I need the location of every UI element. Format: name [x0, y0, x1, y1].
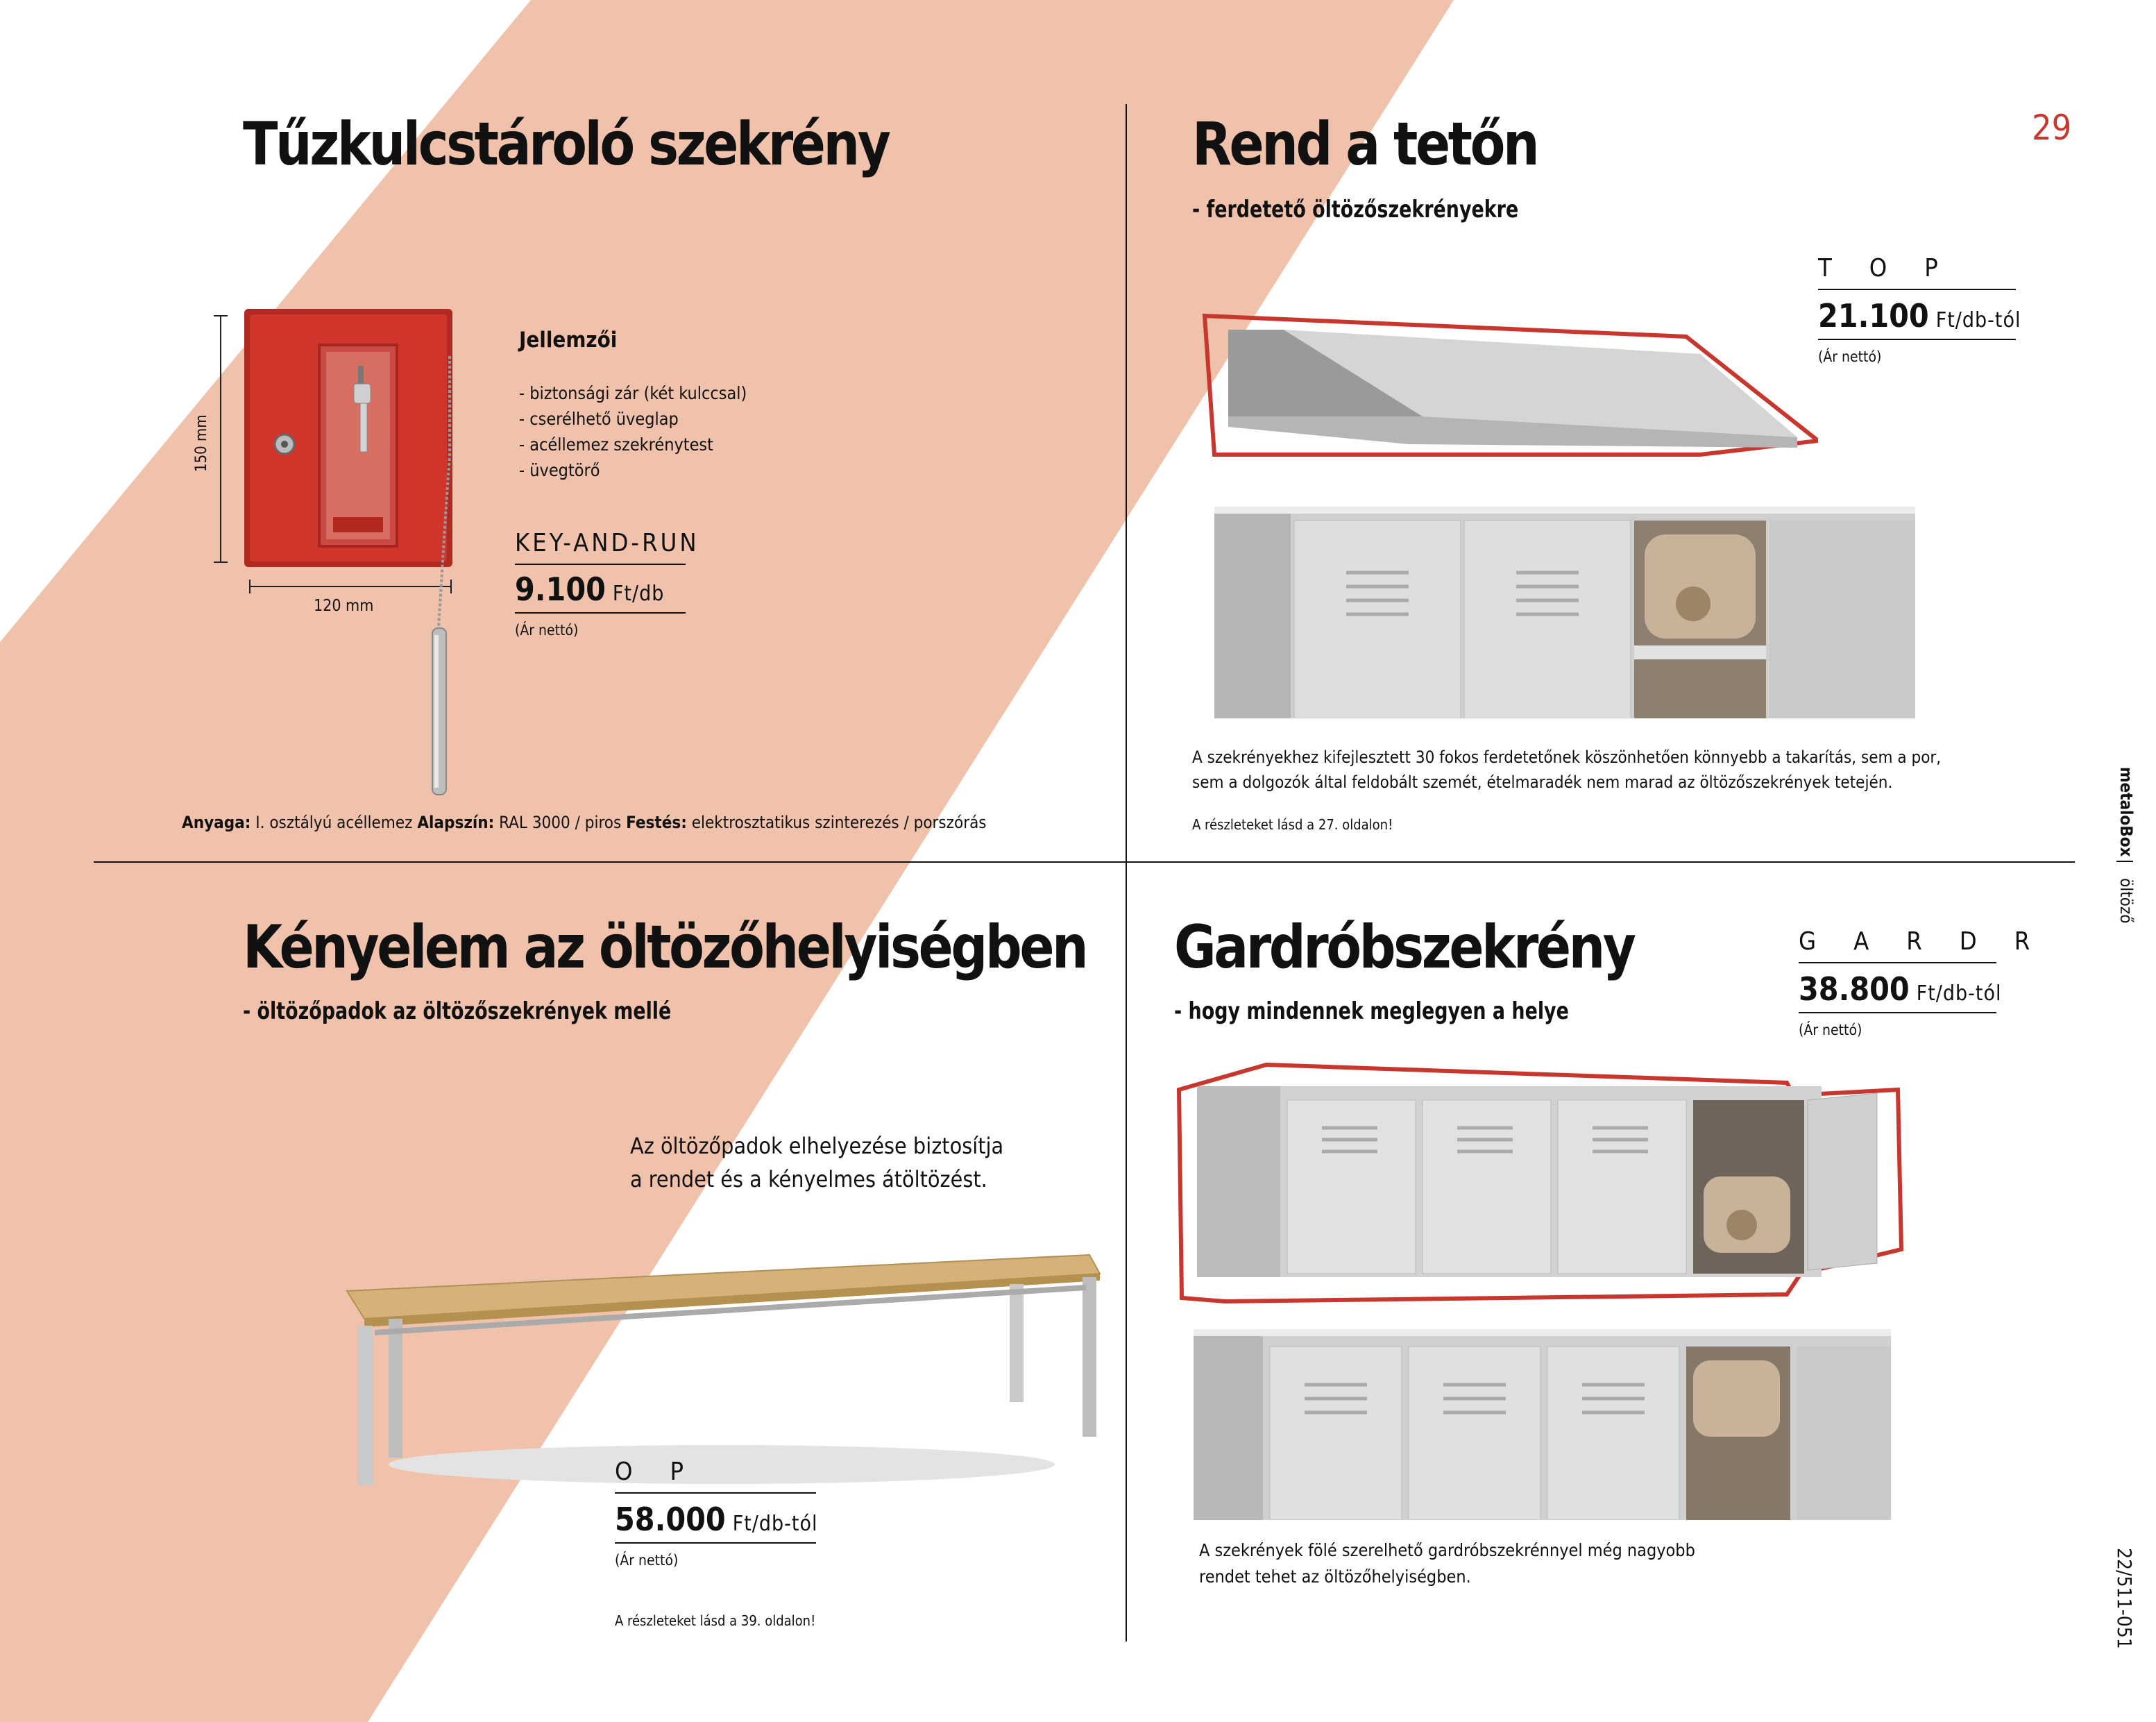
- bench-title: Kényelem az öltözőhelyiségben: [243, 913, 1087, 982]
- feature-item: - biztonsági zár (két kulccsal): [519, 383, 747, 403]
- paint-value: elektrosztatikus szinterezés / porszórás: [691, 813, 987, 832]
- sloped-roof-image: [1200, 309, 1818, 465]
- code-underline: [1799, 962, 1996, 963]
- net-price-note: (Ár nettó): [615, 1552, 679, 1569]
- side-separator: [2116, 861, 2133, 862]
- vertical-divider: [1126, 104, 1127, 1641]
- locker-image: [1214, 507, 1915, 718]
- key-cabinet-title: Tűzkulcstároló szekrény: [243, 110, 889, 179]
- paint-label: Festés:: [626, 813, 687, 832]
- product-code-key-and-run: KEY-AND-RUN: [515, 529, 699, 557]
- price-underline: [615, 1542, 816, 1544]
- features-heading: Jellemzői: [519, 328, 618, 353]
- dim-width-label: 120 mm: [314, 597, 374, 615]
- price-top: [1818, 297, 2021, 335]
- locker-image-lower: [1194, 1329, 1891, 1520]
- features-list: [519, 380, 747, 483]
- code-underline: [515, 564, 686, 565]
- net-price-note: (Ár nettó): [515, 622, 579, 639]
- bench-desc-line1: Az öltözőpadok elhelyezése biztosítja: [630, 1133, 1004, 1159]
- feature-item: - acéllemez szekrénytest: [519, 434, 713, 455]
- bench-desc-line2: a rendet és a kényelmes átöltözést.: [630, 1166, 987, 1192]
- material-value: I. osztályú acéllemez: [255, 813, 413, 832]
- feature-item: - cserélhető üveglap: [519, 409, 679, 429]
- product-code-top: TOP: [1818, 254, 1976, 282]
- color-value: RAL 3000 / piros: [499, 813, 622, 832]
- price-value: 21.100: [1818, 297, 1929, 335]
- price-underline: [1818, 339, 2016, 340]
- price-value: 58.000: [615, 1501, 726, 1538]
- price-unit: Ft/db-tól: [1935, 308, 2021, 332]
- price-unit: Ft/db-tól: [732, 1512, 818, 1536]
- price-key-and-run: [515, 571, 664, 608]
- price-underline: [515, 612, 686, 614]
- roof-reference: A részleteket lásd a 27. oldalon!: [1192, 816, 1393, 833]
- wardrobe-title: Gardróbszekrény: [1174, 913, 1634, 982]
- price-gardr: [1799, 970, 2002, 1008]
- feature-item: - üvegtörő: [519, 460, 600, 480]
- product-code-op: OP: [615, 1458, 722, 1486]
- roof-desc-line2: sem a dolgozók által feldobált szemét, ételmaradék nem marad az öltözőszekrények tetején.: [1192, 773, 1893, 792]
- material-line: [182, 810, 987, 835]
- net-price-note: (Ár nettó): [1799, 1022, 1862, 1038]
- product-code-gardr: GARDR: [1799, 927, 2068, 956]
- price-value: 38.800: [1799, 970, 1910, 1008]
- code-underline: [1818, 289, 2016, 290]
- side-brand: metaloBox: [2116, 767, 2136, 857]
- roof-subtitle: - ferdetető öltözőszekrényekre: [1192, 196, 1519, 223]
- side-code: 22/511-051: [2113, 1548, 2136, 1649]
- net-price-note: (Ár nettó): [1818, 348, 1882, 365]
- bench-reference: A részleteket lásd a 39. oldalon!: [615, 1612, 816, 1629]
- color-label: Alapszín:: [417, 813, 495, 832]
- wardrobe-subtitle: - hogy mindennek meglegyen a helye: [1174, 997, 1569, 1025]
- code-underline: [615, 1492, 816, 1494]
- bench-subtitle: - öltözőpadok az öltözőszekrények mellé: [243, 997, 672, 1025]
- side-section: öltöző: [2116, 878, 2136, 924]
- roof-title: Rend a tetőn: [1192, 110, 1538, 179]
- wardrobe-image: [1176, 1062, 1908, 1312]
- horizontal-divider: [94, 861, 2075, 863]
- wardrobe-desc-line2: rendet tehet az öltözőhelyiségben.: [1199, 1567, 1471, 1587]
- roof-desc-line1: A szekrényekhez kifejlesztett 30 fokos ferdetetőnek köszönhetően könnyebb a takarítás, sem a por,: [1192, 748, 1942, 767]
- page-number: 29: [2032, 108, 2072, 148]
- price-unit: Ft/db: [612, 582, 665, 606]
- dim-height-label: 150 mm: [193, 414, 210, 472]
- price-value: 9.100: [515, 571, 606, 608]
- price-op: [615, 1501, 818, 1538]
- wardrobe-desc-line1: A szekrények fölé szerelhető gardróbszekrénnyel még nagyobb: [1199, 1540, 1695, 1560]
- material-label: Anyaga:: [182, 813, 251, 832]
- key-cabinet-image: [194, 302, 486, 802]
- price-unit: Ft/db-tól: [1916, 981, 2002, 1006]
- price-underline: [1799, 1012, 1996, 1013]
